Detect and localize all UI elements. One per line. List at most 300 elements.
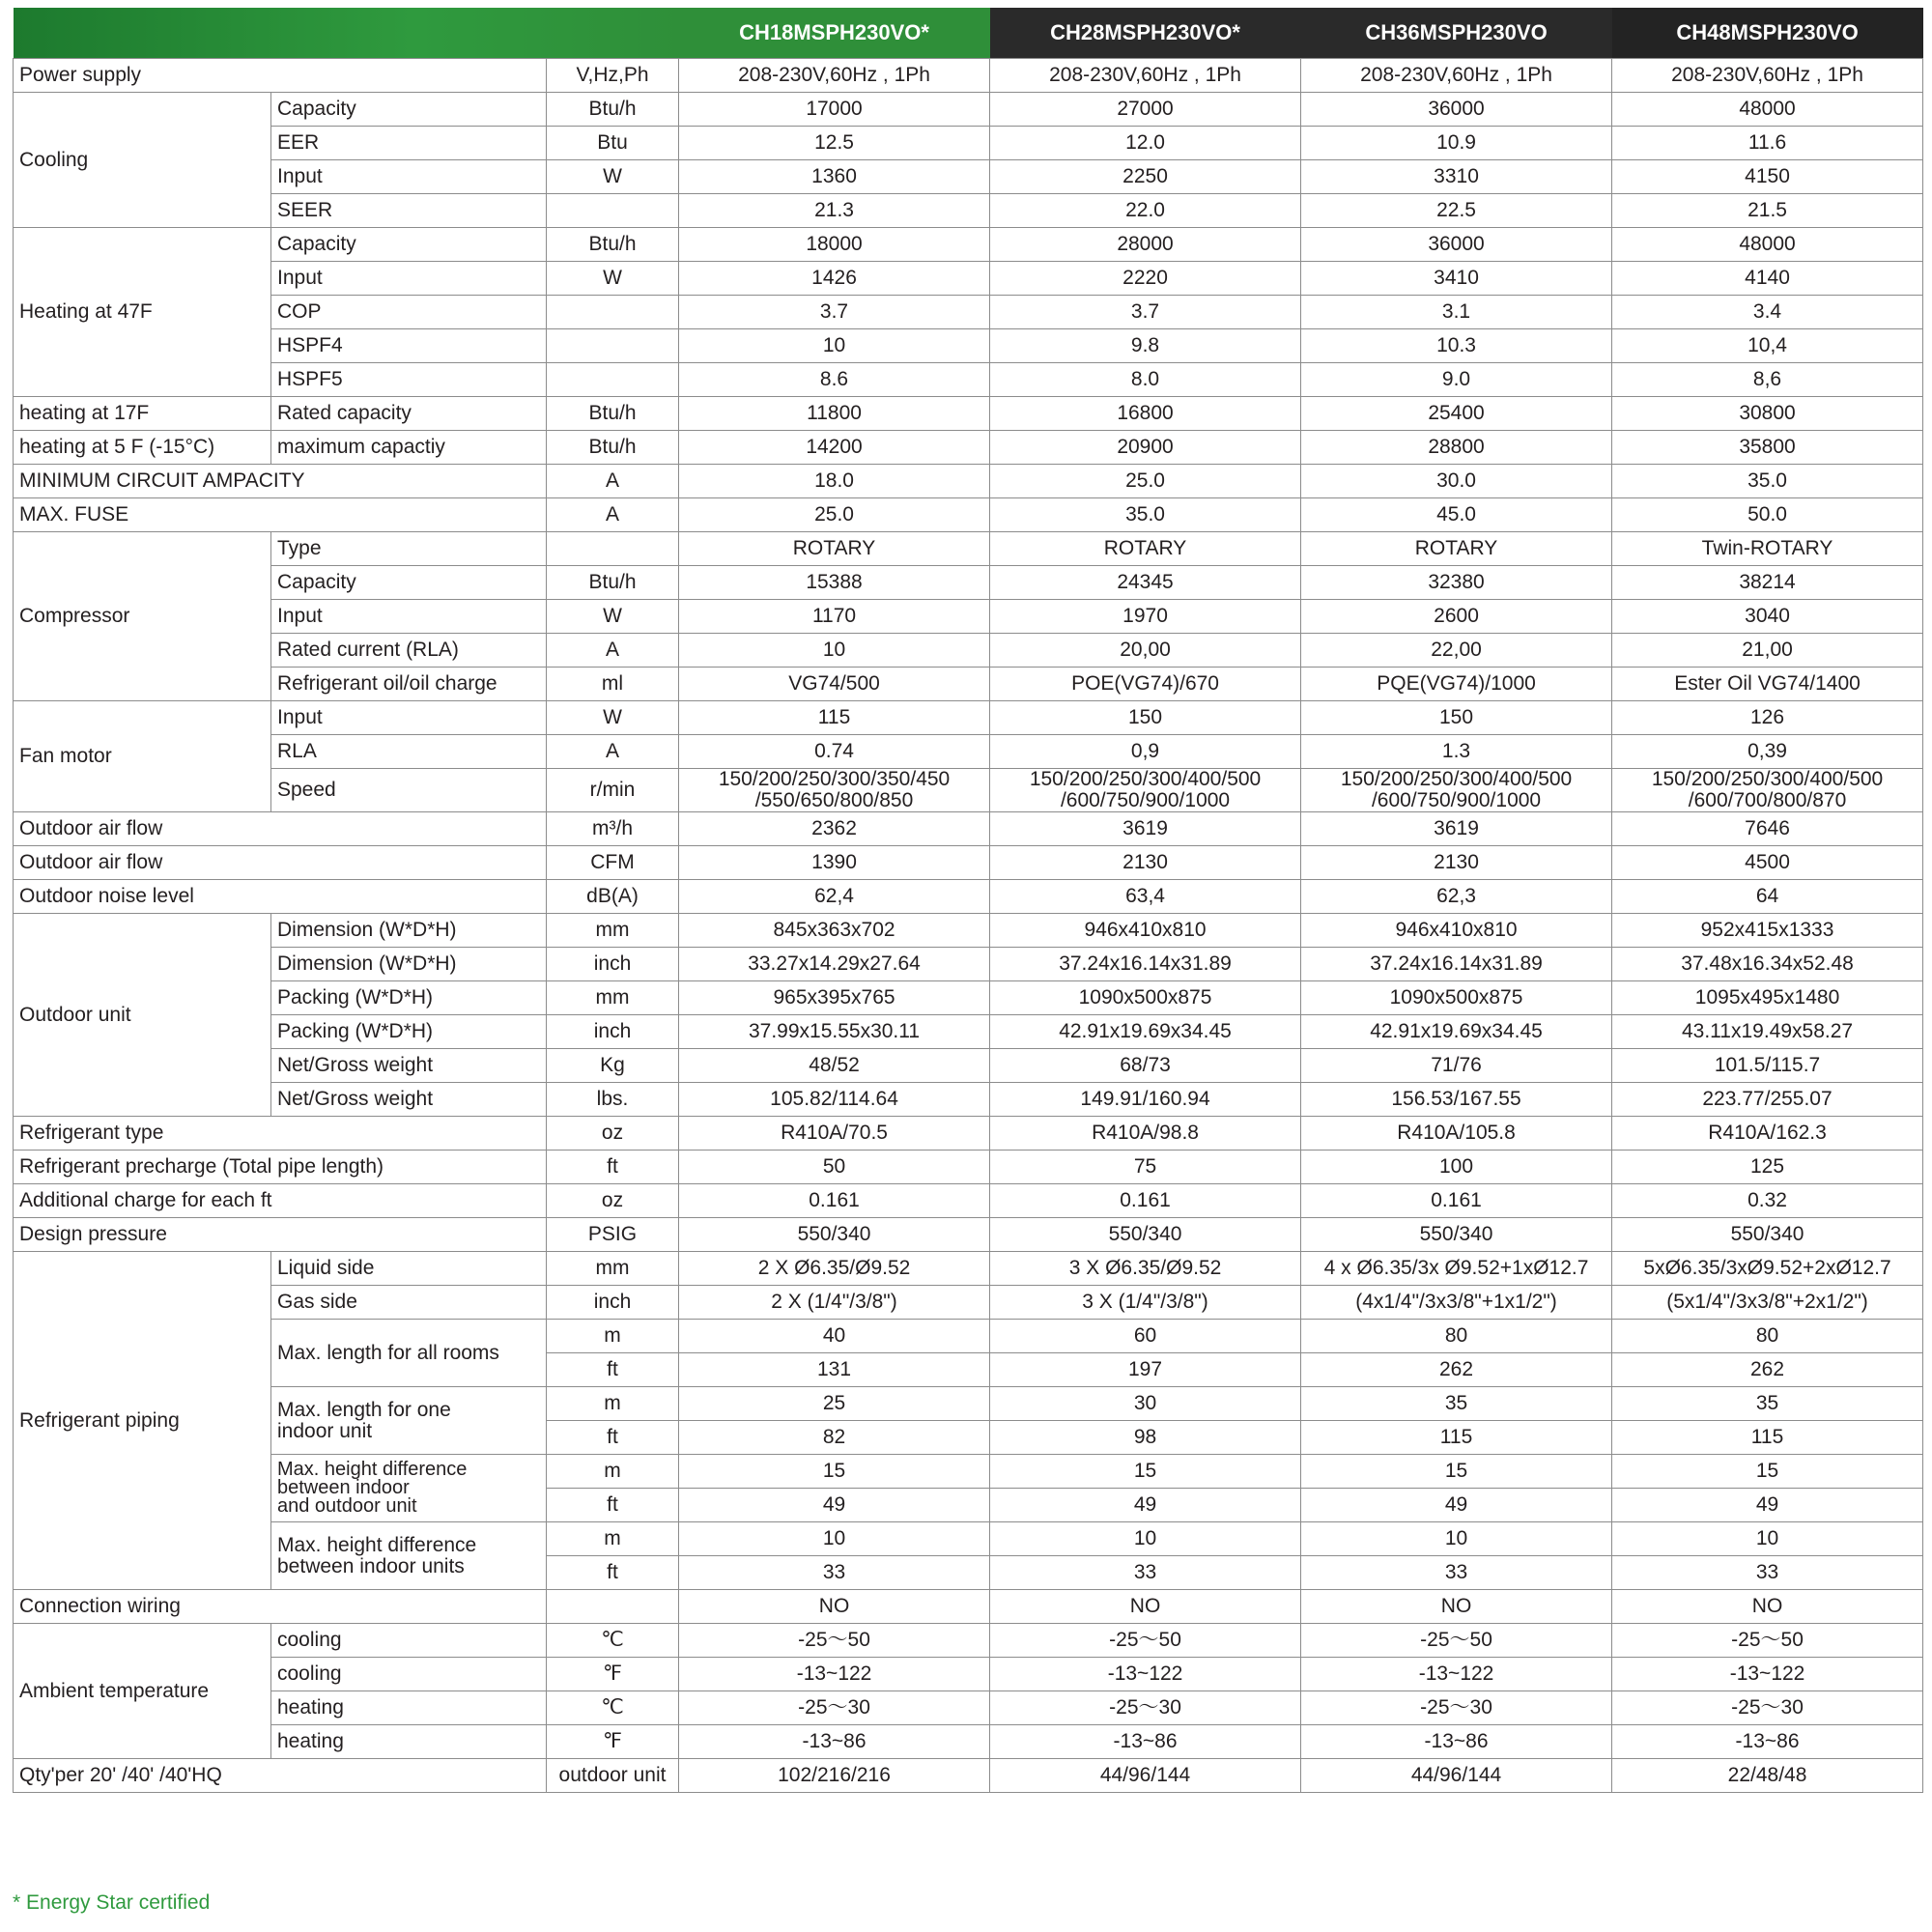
value-cell: 4 x Ø6.35/3x Ø9.52+1xØ12.7 xyxy=(1301,1252,1612,1286)
unit-cell: ℃ xyxy=(547,1624,679,1658)
sub-label: RLA xyxy=(271,735,547,769)
sub-label: Dimension (W*D*H) xyxy=(271,948,547,981)
value-cell: 12.0 xyxy=(990,127,1301,160)
unit-cell: mm xyxy=(547,914,679,948)
value-cell: 22/48/48 xyxy=(1612,1759,1923,1793)
value-cell: 3310 xyxy=(1301,160,1612,194)
value-cell: 25.0 xyxy=(679,498,990,532)
value-cell: 1095x495x1480 xyxy=(1612,981,1923,1015)
value-cell: 101.5/115.7 xyxy=(1612,1049,1923,1083)
value-cell: 32380 xyxy=(1301,566,1612,600)
sub-label: Input xyxy=(271,160,547,194)
table-row xyxy=(14,1286,1923,1320)
table-row xyxy=(14,160,1923,194)
value-cell: -25～30 xyxy=(990,1691,1301,1725)
table-row xyxy=(14,1590,1923,1624)
value-cell: 35 xyxy=(1301,1387,1612,1421)
table-row xyxy=(14,194,1923,228)
value-cell: 1426 xyxy=(679,262,990,296)
speed-line: 150/200/250/300/350/450 xyxy=(718,768,951,790)
value-cell: 33 xyxy=(679,1556,990,1590)
value-cell: 3619 xyxy=(990,812,1301,846)
value-cell: 22,00 xyxy=(1301,634,1612,668)
value-cell: 550/340 xyxy=(679,1218,990,1252)
value-cell: 965x395x765 xyxy=(679,981,990,1015)
value-cell: 60 xyxy=(990,1320,1301,1353)
table-row xyxy=(14,812,1923,846)
value-cell: PQE(VG74)/1000 xyxy=(1301,668,1612,701)
table-row xyxy=(14,498,1923,532)
table-row xyxy=(14,948,1923,981)
value-cell: 71/76 xyxy=(1301,1049,1612,1083)
value-cell: 10 xyxy=(1612,1522,1923,1556)
table-row xyxy=(14,1658,1923,1691)
value-cell: 80 xyxy=(1301,1320,1612,1353)
model-header: CH28MSPH230VO* xyxy=(990,8,1301,59)
value-cell: 28800 xyxy=(1301,431,1612,465)
unit-cell: Btu/h xyxy=(547,566,679,600)
value-cell: 15 xyxy=(1612,1455,1923,1489)
value-cell: 115 xyxy=(1301,1421,1612,1455)
value-cell: -13~122 xyxy=(1612,1658,1923,1691)
value-cell: 10.9 xyxy=(1301,127,1612,160)
value-cell: 3.7 xyxy=(679,296,990,329)
value-cell: 30800 xyxy=(1612,397,1923,431)
value-cell: 24345 xyxy=(990,566,1301,600)
table-row xyxy=(14,1691,1923,1725)
value-cell: 10 xyxy=(679,1522,990,1556)
value-cell: 64 xyxy=(1612,880,1923,914)
value-cell: 62,3 xyxy=(1301,880,1612,914)
speed-cell xyxy=(990,769,1301,812)
row-label: MINIMUM CIRCUIT AMPACITY xyxy=(14,465,547,498)
value-cell: 197 xyxy=(990,1353,1301,1387)
value-cell: 8.0 xyxy=(990,363,1301,397)
unit-cell xyxy=(547,363,679,397)
value-cell: 50.0 xyxy=(1612,498,1923,532)
unit-cell: inch xyxy=(547,948,679,981)
unit-cell xyxy=(547,1590,679,1624)
unit-cell xyxy=(547,194,679,228)
unit-cell: A xyxy=(547,735,679,769)
value-cell: 131 xyxy=(679,1353,990,1387)
sub-label: Input xyxy=(271,701,547,735)
unit-cell: inch xyxy=(547,1286,679,1320)
sub-label xyxy=(271,1387,547,1455)
value-cell: VG74/500 xyxy=(679,668,990,701)
value-cell: 50 xyxy=(679,1151,990,1184)
row-label: Qty'per 20' /40' /40'HQ xyxy=(14,1759,547,1793)
value-cell: 45.0 xyxy=(1301,498,1612,532)
value-cell: 208-230V,60Hz , 1Ph xyxy=(1612,59,1923,93)
unit-cell: ℉ xyxy=(547,1725,679,1759)
table-row xyxy=(14,1624,1923,1658)
value-cell: -25～30 xyxy=(1612,1691,1923,1725)
value-cell: 2 X (1/4"/3/8") xyxy=(679,1286,990,1320)
value-cell: 25.0 xyxy=(990,465,1301,498)
value-cell: 37.99x15.55x30.11 xyxy=(679,1015,990,1049)
value-cell: 4500 xyxy=(1612,846,1923,880)
value-cell: 0,9 xyxy=(990,735,1301,769)
value-cell: 1970 xyxy=(990,600,1301,634)
value-cell: 35 xyxy=(1612,1387,1923,1421)
value-cell: Twin-ROTARY xyxy=(1612,532,1923,566)
sub-label: COP xyxy=(271,296,547,329)
value-cell: 8.6 xyxy=(679,363,990,397)
value-cell: 102/216/216 xyxy=(679,1759,990,1793)
table-row xyxy=(14,1522,1923,1556)
value-cell: -13~122 xyxy=(990,1658,1301,1691)
label-line: Max. height difference xyxy=(277,1459,468,1480)
group-label: Outdoor unit xyxy=(14,914,271,1117)
unit-cell: lbs. xyxy=(547,1083,679,1117)
value-cell: -13~86 xyxy=(1612,1725,1923,1759)
value-cell: -25～50 xyxy=(1612,1624,1923,1658)
table-row xyxy=(14,127,1923,160)
value-cell: 223.77/255.07 xyxy=(1612,1083,1923,1117)
row-label: Power supply xyxy=(14,59,547,93)
value-cell: 38214 xyxy=(1612,566,1923,600)
table-row xyxy=(14,1455,1923,1489)
value-cell: 11800 xyxy=(679,397,990,431)
value-cell: R410A/70.5 xyxy=(679,1117,990,1151)
value-cell: 115 xyxy=(679,701,990,735)
value-cell: -25～50 xyxy=(679,1624,990,1658)
value-cell: 21,00 xyxy=(1612,634,1923,668)
value-cell: 0,39 xyxy=(1612,735,1923,769)
sub-label: Packing (W*D*H) xyxy=(271,981,547,1015)
unit-cell: oz xyxy=(547,1117,679,1151)
value-cell: 15 xyxy=(679,1455,990,1489)
sub-label: Net/Gross weight xyxy=(271,1049,547,1083)
table-row xyxy=(14,1083,1923,1117)
value-cell: 35800 xyxy=(1612,431,1923,465)
value-cell: 43.11x19.49x58.27 xyxy=(1612,1015,1923,1049)
value-cell: 28000 xyxy=(990,228,1301,262)
value-cell: 3410 xyxy=(1301,262,1612,296)
table-row xyxy=(14,465,1923,498)
value-cell: NO xyxy=(679,1590,990,1624)
table-row xyxy=(14,1320,1923,1353)
value-cell: 37.48x16.34x52.48 xyxy=(1612,948,1923,981)
value-cell: 946x410x810 xyxy=(1301,914,1612,948)
value-cell: 262 xyxy=(1301,1353,1612,1387)
sub-label: heating xyxy=(271,1725,547,1759)
value-cell: 27000 xyxy=(990,93,1301,127)
value-cell: 0.74 xyxy=(679,735,990,769)
value-cell: 44/96/144 xyxy=(990,1759,1301,1793)
table-row xyxy=(14,600,1923,634)
value-cell: 150 xyxy=(1301,701,1612,735)
header-blank xyxy=(14,8,679,59)
sub-label xyxy=(271,1522,547,1590)
sub-label: Input xyxy=(271,600,547,634)
value-cell: -25～50 xyxy=(990,1624,1301,1658)
row-label: Outdoor air flow xyxy=(14,812,547,846)
unit-cell: m xyxy=(547,1522,679,1556)
table-row xyxy=(14,880,1923,914)
value-cell: 10 xyxy=(679,329,990,363)
value-cell: 40 xyxy=(679,1320,990,1353)
value-cell: 10,4 xyxy=(1612,329,1923,363)
value-cell: 2 X Ø6.35/Ø9.52 xyxy=(679,1252,990,1286)
label-line: Max. length for all rooms xyxy=(277,1341,499,1364)
row-label: heating at 5 F (-15°C) xyxy=(14,431,271,465)
value-cell: 3619 xyxy=(1301,812,1612,846)
group-label: Ambient temperature xyxy=(14,1624,271,1759)
value-cell: 0.161 xyxy=(1301,1184,1612,1218)
group-label: Heating at 47F xyxy=(14,228,271,397)
table-row xyxy=(14,262,1923,296)
value-cell: 946x410x810 xyxy=(990,914,1301,948)
unit-cell: outdoor unit xyxy=(547,1759,679,1793)
table-row xyxy=(14,1387,1923,1421)
sub-label: heating xyxy=(271,1691,547,1725)
value-cell: 0.32 xyxy=(1612,1184,1923,1218)
value-cell: 208-230V,60Hz , 1Ph xyxy=(1301,59,1612,93)
value-cell: (4x1/4"/3x3/8"+1x1/2") xyxy=(1301,1286,1612,1320)
value-cell: 262 xyxy=(1612,1353,1923,1387)
unit-cell: mm xyxy=(547,981,679,1015)
value-cell: 80 xyxy=(1612,1320,1923,1353)
value-cell: 75 xyxy=(990,1151,1301,1184)
table-row xyxy=(14,1725,1923,1759)
table-row xyxy=(14,59,1923,93)
unit-cell: A xyxy=(547,498,679,532)
value-cell: 18000 xyxy=(679,228,990,262)
speed-line: 150/200/250/300/400/500 xyxy=(1029,768,1262,790)
value-cell: 62,4 xyxy=(679,880,990,914)
value-cell: 0.161 xyxy=(679,1184,990,1218)
unit-cell: m xyxy=(547,1320,679,1353)
value-cell: 49 xyxy=(679,1489,990,1522)
label-line: Max. height difference xyxy=(277,1533,477,1556)
sub-label: Speed xyxy=(271,769,547,812)
footnote: * Energy Star certified xyxy=(13,1891,211,1914)
row-label: Outdoor air flow xyxy=(14,846,547,880)
unit-cell: Btu xyxy=(547,127,679,160)
table-row xyxy=(14,701,1923,735)
label-line: between indoor units xyxy=(277,1554,465,1577)
value-cell: 4140 xyxy=(1612,262,1923,296)
row-label: MAX. FUSE xyxy=(14,498,547,532)
unit-cell: dB(A) xyxy=(547,880,679,914)
value-cell: 35.0 xyxy=(990,498,1301,532)
value-cell: 36000 xyxy=(1301,93,1612,127)
value-cell: 1090x500x875 xyxy=(1301,981,1612,1015)
table-row xyxy=(14,363,1923,397)
unit-cell: A xyxy=(547,465,679,498)
unit-cell xyxy=(547,329,679,363)
value-cell: 845x363x702 xyxy=(679,914,990,948)
table-row xyxy=(14,431,1923,465)
value-cell: 550/340 xyxy=(990,1218,1301,1252)
value-cell: 98 xyxy=(990,1421,1301,1455)
value-cell: 22.0 xyxy=(990,194,1301,228)
unit-cell: V,Hz,Ph xyxy=(547,59,679,93)
table-row xyxy=(14,735,1923,769)
speed-cell xyxy=(1612,769,1923,812)
value-cell: POE(VG74)/670 xyxy=(990,668,1301,701)
sub-label: maximum capactiy xyxy=(271,431,547,465)
sub-label: HSPF5 xyxy=(271,363,547,397)
unit-cell: A xyxy=(547,634,679,668)
table-row xyxy=(14,566,1923,600)
unit-cell: ft xyxy=(547,1556,679,1590)
value-cell: 20900 xyxy=(990,431,1301,465)
value-cell: R410A/162.3 xyxy=(1612,1117,1923,1151)
value-cell: 208-230V,60Hz , 1Ph xyxy=(990,59,1301,93)
value-cell: 2220 xyxy=(990,262,1301,296)
value-cell: -25～30 xyxy=(1301,1691,1612,1725)
value-cell: 10 xyxy=(1301,1522,1612,1556)
row-label: Refrigerant precharge (Total pipe length) xyxy=(14,1151,547,1184)
value-cell: 8,6 xyxy=(1612,363,1923,397)
value-cell: 25 xyxy=(679,1387,990,1421)
table-row xyxy=(14,1049,1923,1083)
value-cell: 22.5 xyxy=(1301,194,1612,228)
table-row xyxy=(14,846,1923,880)
value-cell: -13~122 xyxy=(1301,1658,1612,1691)
sub-label: EER xyxy=(271,127,547,160)
value-cell: 2362 xyxy=(679,812,990,846)
value-cell: 1360 xyxy=(679,160,990,194)
value-cell: 115 xyxy=(1612,1421,1923,1455)
value-cell: 105.82/114.64 xyxy=(679,1083,990,1117)
table-row xyxy=(14,93,1923,127)
table-row xyxy=(14,296,1923,329)
value-cell: 25400 xyxy=(1301,397,1612,431)
table-row xyxy=(14,1151,1923,1184)
speed-line: /550/650/800/850 xyxy=(754,789,914,811)
sub-label: Liquid side xyxy=(271,1252,547,1286)
value-cell: 20,00 xyxy=(990,634,1301,668)
unit-cell: oz xyxy=(547,1184,679,1218)
value-cell: 3040 xyxy=(1612,600,1923,634)
header-row xyxy=(14,8,1923,59)
value-cell: NO xyxy=(990,1590,1301,1624)
value-cell: 125 xyxy=(1612,1151,1923,1184)
value-cell: 126 xyxy=(1612,701,1923,735)
row-label: Design pressure xyxy=(14,1218,547,1252)
unit-cell: W xyxy=(547,701,679,735)
value-cell: ROTARY xyxy=(990,532,1301,566)
table-row xyxy=(14,1015,1923,1049)
row-label: Refrigerant type xyxy=(14,1117,547,1151)
value-cell: 44/96/144 xyxy=(1301,1759,1612,1793)
row-label: Outdoor noise level xyxy=(14,880,547,914)
value-cell: 82 xyxy=(679,1421,990,1455)
value-cell: 17000 xyxy=(679,93,990,127)
table-row xyxy=(14,532,1923,566)
sub-label: HSPF4 xyxy=(271,329,547,363)
value-cell: 14200 xyxy=(679,431,990,465)
table-row xyxy=(14,769,1923,812)
unit-cell: Btu/h xyxy=(547,397,679,431)
value-cell: 33 xyxy=(1301,1556,1612,1590)
value-cell: 35.0 xyxy=(1612,465,1923,498)
value-cell: 2600 xyxy=(1301,600,1612,634)
value-cell: 42.91x19.69x34.45 xyxy=(1301,1015,1612,1049)
value-cell: 15 xyxy=(990,1455,1301,1489)
value-cell: 2130 xyxy=(1301,846,1612,880)
unit-cell: mm xyxy=(547,1252,679,1286)
value-cell: -25～30 xyxy=(679,1691,990,1725)
group-label: Compressor xyxy=(14,532,271,701)
value-cell: -13~86 xyxy=(1301,1725,1612,1759)
value-cell: 1170 xyxy=(679,600,990,634)
table-row xyxy=(14,1184,1923,1218)
value-cell: 100 xyxy=(1301,1151,1612,1184)
value-cell: Ester Oil VG74/1400 xyxy=(1612,668,1923,701)
value-cell: 149.91/160.94 xyxy=(990,1083,1301,1117)
sub-label: Type xyxy=(271,532,547,566)
value-cell: 63,4 xyxy=(990,880,1301,914)
value-cell: 49 xyxy=(990,1489,1301,1522)
sub-label: Rated capacity xyxy=(271,397,547,431)
row-label: Additional charge for each ft xyxy=(14,1184,547,1218)
group-label: Fan motor xyxy=(14,701,271,812)
sub-label: cooling xyxy=(271,1624,547,1658)
sub-label: Capacity xyxy=(271,566,547,600)
table-row xyxy=(14,1252,1923,1286)
value-cell: 550/340 xyxy=(1612,1218,1923,1252)
value-cell: NO xyxy=(1612,1590,1923,1624)
value-cell: 3.7 xyxy=(990,296,1301,329)
value-cell: -25～50 xyxy=(1301,1624,1612,1658)
value-cell: 4150 xyxy=(1612,160,1923,194)
row-label: heating at 17F xyxy=(14,397,271,431)
group-label: Cooling xyxy=(14,93,271,228)
value-cell: 0.161 xyxy=(990,1184,1301,1218)
value-cell: 49 xyxy=(1301,1489,1612,1522)
unit-cell: Btu/h xyxy=(547,228,679,262)
value-cell: 7646 xyxy=(1612,812,1923,846)
value-cell: 550/340 xyxy=(1301,1218,1612,1252)
value-cell: 2130 xyxy=(990,846,1301,880)
value-cell: 3 X (1/4"/3/8") xyxy=(990,1286,1301,1320)
value-cell: 33 xyxy=(990,1556,1301,1590)
value-cell: 10 xyxy=(990,1522,1301,1556)
sub-label: Packing (W*D*H) xyxy=(271,1015,547,1049)
value-cell: 15 xyxy=(1301,1455,1612,1489)
value-cell: 3.1 xyxy=(1301,296,1612,329)
sub-label: Capacity xyxy=(271,228,547,262)
unit-cell: Btu/h xyxy=(547,431,679,465)
value-cell: NO xyxy=(1301,1590,1612,1624)
value-cell: 18.0 xyxy=(679,465,990,498)
unit-cell: ft xyxy=(547,1489,679,1522)
spec-table xyxy=(13,8,1923,1793)
sub-label xyxy=(271,1455,547,1522)
sub-label: SEER xyxy=(271,194,547,228)
table-row xyxy=(14,634,1923,668)
unit-cell: m xyxy=(547,1387,679,1421)
value-cell: -13~86 xyxy=(679,1725,990,1759)
speed-line: /600/750/900/1000 xyxy=(1060,789,1231,811)
value-cell: 11.6 xyxy=(1612,127,1923,160)
value-cell: 5xØ6.35/3xØ9.52+2xØ12.7 xyxy=(1612,1252,1923,1286)
value-cell: 49 xyxy=(1612,1489,1923,1522)
label-line: and outdoor unit xyxy=(277,1495,417,1517)
value-cell: 1090x500x875 xyxy=(990,981,1301,1015)
value-cell: 36000 xyxy=(1301,228,1612,262)
value-cell: 1.3 xyxy=(1301,735,1612,769)
speed-line: 150/200/250/300/400/500 xyxy=(1651,768,1884,790)
value-cell: R410A/105.8 xyxy=(1301,1117,1612,1151)
sub-label: Rated current (RLA) xyxy=(271,634,547,668)
value-cell: 37.24x16.14x31.89 xyxy=(990,948,1301,981)
